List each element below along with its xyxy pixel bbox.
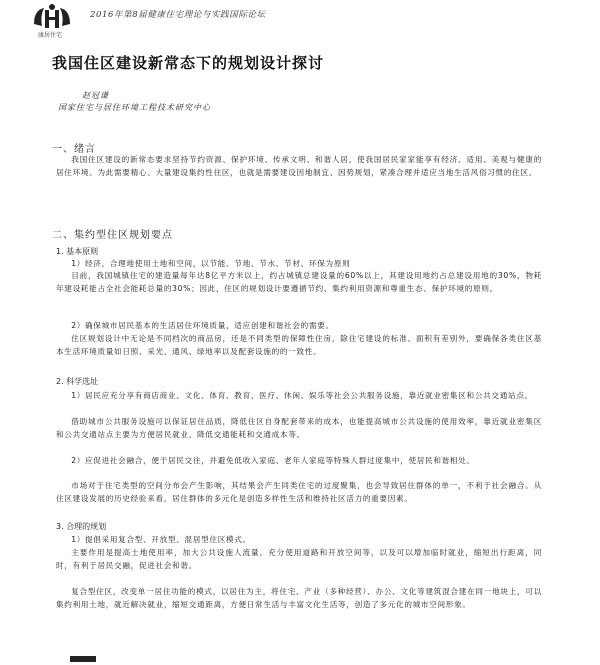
section-heading-planning-points: 二、集约型住区规划要点 [52,230,173,241]
paragraph: 复合型住区，改变单一居住功能的模式，以居住为主，将住宅、产业（多种经营）、办公、文化等建筑混合建在同一地块上，可以集约利用土地，就近解决就业，缩短交通距离，方便日常生活与丰富文化生活等，创造了多元化的城市空间形象。 [56,587,542,609]
paragraph: 1）提倡采用复合型、开放型、混居型住区模式。 [71,535,251,544]
paragraph: 2）确保城市居民基本的生活居住环境质量，适应创建和谐社会的需要。 [71,321,334,330]
paper-title: 我国住区建设新常态下的规划设计探讨 [52,54,325,72]
paragraph: 2）应促进社会融合，便于居民交往，并避免低收入家庭、老年人家庭等特殊人群过度集中，使居民和谐相处。 [71,456,475,465]
subsection-heading-rational-planning: 3. 合理的规划 [56,522,107,531]
paragraph: 市场对于住宅类型的空间分布会产生影响，其结果会产生同类住宅的过度聚集，也会导致居住群体的单一，不利于社会融合。从住区建设发展的历史经验来看，居住群体的多元化是创造多样性生活和维持社区活力的重要因素。 [56,481,542,503]
paragraph: 1）居民应充分享有商店商业、文化、体育、教育、医疗、休闲、娱乐等社会公共服务设施，靠近就业密集区和公共交通站点。 [71,391,533,400]
paragraph: 借助城市公共服务设施可以保证居住品质，降低住区自身配套带来的成本，也能提高城市公共设施的使用效率，靠近就业密集区和公共交通站点主要为方便居民就业，降低交通能耗和交通成本等。 [56,417,542,439]
paragraph: 住区规划设计中无论是不同档次的商品房，还是不同类型的保障性住房，除住宅建设的标准、面积有差别外，要确保各类住区基本生活环境质量如日照、采光、通风、绿地率以及配套设施的的一致性。 [56,334,542,356]
paragraph: 目前，我国城镇住宅的建造量每年达8亿平方米以上，约占城镇总建设量的60%以上，其建设用地约占总建设用地的30%，物耗年建设耗能占全社会能耗总量的30%；因此，住区的规划设计要遵循节约、集约利用资源和尊重生态、保护环境的原则。 [56,271,542,293]
subsection-heading-basic-principles: 1. 基本原则 [56,247,99,256]
page-footer-mark [70,656,96,662]
conference-header: 2016年第8届健康住宅理论与实践国际论坛 [90,10,266,20]
paragraph: 1）经济，合理地使用土地和空间，以节能、节地、节水、节材、环保为原则 [71,259,351,268]
paragraph: 主要作用是提高土地使用率，加大公共设施人流量，充分使用道路和开放空间等，以及可以增加临时就业，缩短出行距离，同时，有利于居民交融，促进社会和谐。 [56,548,542,570]
author-affiliation: 国家住宅与居住环境工程技术研究中心 [58,103,211,112]
paragraph-introduction: 我国住区建设的新常态要求坚持节约资源、保护环境、传承文明、和谐人居，使我国居民家家能享有经济、适用、美观与健康的居住环境。为此需要精心、大量建设集约性住区，也就是需要建设因地制宜、因势规划，紧凑合理并适应当地生活风俗习惯的住区。 [56,155,542,177]
section-heading-introduction: 一、绪言 [52,144,96,155]
logo-caption: 康居住宅 [37,32,62,39]
subsection-heading-site-selection: 2. 科学选址 [56,377,99,386]
author-name: 赵冠谦 [82,91,109,100]
